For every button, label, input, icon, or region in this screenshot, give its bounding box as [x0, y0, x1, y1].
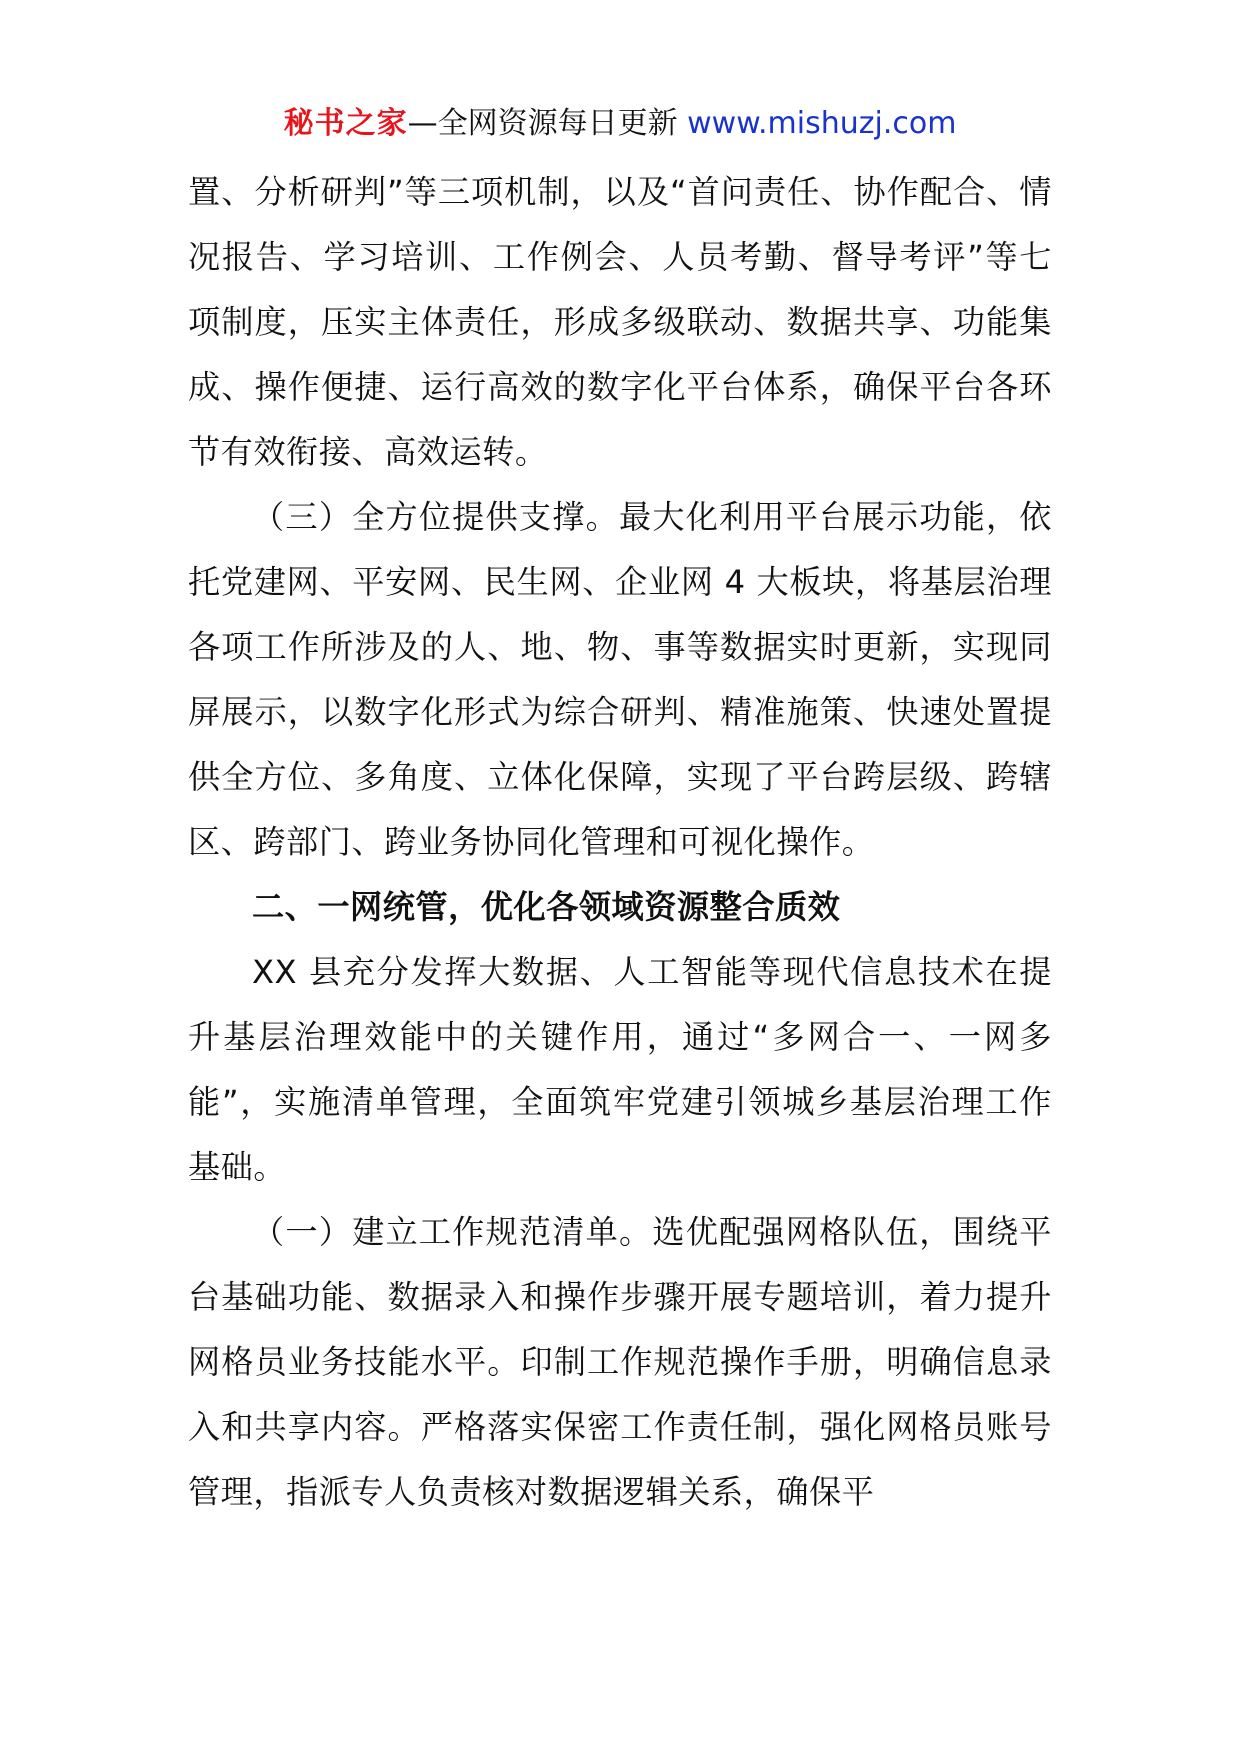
page-header	[0, 102, 1240, 146]
paragraph-work-list: （一）建立工作规范清单。选优配强网格队伍，围绕平台基础功能、数据录入和操作步骤开展专题培训，着力提升网格员业务技能水平。印制工作规范操作手册，明确信息录入和共享内容。严格落实保密工作责任制，强化网格员账号管理，指派专人负责核对数据逻辑关系，确保平	[188, 1213, 1052, 1511]
paragraph-support: （三）全方位提供支撑。最大化利用平台展示功能，依托党建网、平安网、民生网、企业网 4 大板块，将基层治理各项工作所涉及的人、地、物、事等数据实时更新，实现同屏展示，以数字化形式为综合研判、精准施策、快速处置提供全方位、多角度、立体化保障，实现了平台跨层级、跨辖区、跨部门、跨业务协同化管理和可视化操作。	[188, 498, 1052, 861]
header-tagline: —全网资源每日更新	[407, 106, 678, 141]
site-url-link[interactable]: www.mishuzj.com	[687, 106, 957, 141]
brand-name: 秘书之家	[283, 106, 408, 141]
paragraph-continuation: 置、分析研判”等三项机制，以及“首问责任、协作配合、情况报告、学习培训、工作例会、人员考勤、督导考评”等七项制度，压实主体责任，形成多级联动、数据共享、功能集成、操作便捷、运行高效的数字化平台体系，确保平台各环节有效衔接、高效运转。	[188, 173, 1052, 471]
document-body	[188, 160, 1052, 1525]
section-heading: 二、一网统管，优化各领域资源整合质效	[252, 888, 841, 926]
paragraph-intro: XX 县充分发挥大数据、人工智能等现代信息技术在提升基层治理效能中的关键作用，通过“多网合一、一网多能”，实施清单管理，全面筑牢党建引领城乡基层治理工作基础。	[188, 953, 1052, 1186]
